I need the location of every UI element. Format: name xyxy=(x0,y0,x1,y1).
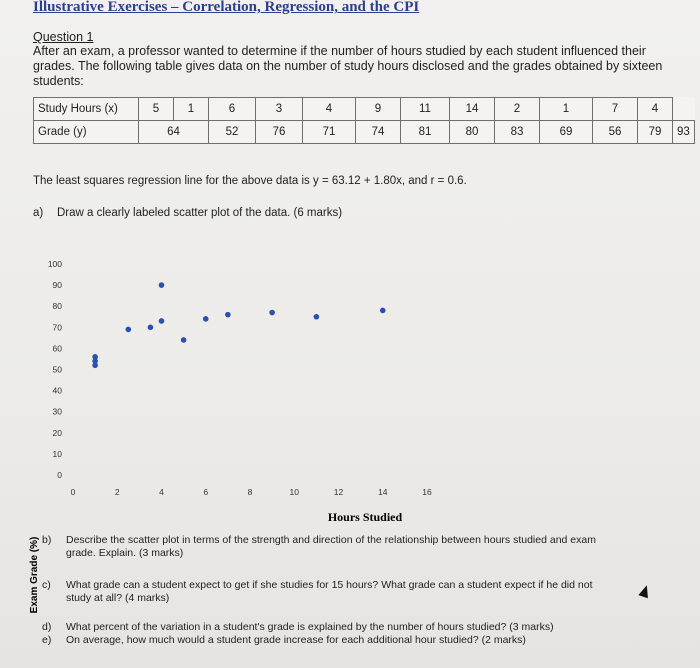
y-tick-label: 70 xyxy=(52,322,62,333)
grades-row xyxy=(34,121,695,144)
scatter-point xyxy=(181,337,187,343)
hours-cell: 4 xyxy=(638,98,673,121)
y-tick-label: 50 xyxy=(52,364,62,375)
y-tick-label: 90 xyxy=(52,280,62,291)
grade-cell: 76 xyxy=(256,121,303,144)
hours-cell: 6 xyxy=(209,98,256,121)
y-axis-ticks xyxy=(48,259,62,480)
hours-row xyxy=(34,98,695,121)
x-tick-label: 6 xyxy=(203,487,209,497)
mouse-cursor-icon xyxy=(638,584,651,599)
x-axis-ticks xyxy=(71,487,432,497)
scatter-point xyxy=(203,316,209,322)
scatter-point xyxy=(314,314,320,320)
question-part-text: Describe the scatter plot in terms of the strength and direction of the relationship between hours studied and exam grade. Explain. (3 marks) xyxy=(66,534,596,559)
y-tick-label: 10 xyxy=(52,448,62,459)
grade-cell: 93 xyxy=(673,121,695,144)
part-a-text: Draw a clearly labeled scatter plot of the data. (6 marks) xyxy=(57,207,343,219)
grade-cell: 74 xyxy=(356,121,401,144)
x-axis-label: Hours Studied xyxy=(327,510,403,524)
x-tick-label: 14 xyxy=(378,487,388,497)
hours-cell: 4 xyxy=(303,98,356,121)
y-tick-label: 80 xyxy=(52,301,62,312)
hours-row-label: Study Hours (x) xyxy=(34,98,139,121)
hours-cell: 7 xyxy=(593,98,638,121)
scatter-point xyxy=(225,312,231,318)
data-table xyxy=(33,97,695,144)
hours-cell: 11 xyxy=(401,98,450,121)
question-title: Question 1 xyxy=(33,30,94,44)
x-tick-label: 4 xyxy=(159,487,164,497)
hours-cell: 2 xyxy=(495,98,540,121)
grade-cell: 52 xyxy=(209,121,256,144)
grade-cell: 56 xyxy=(593,121,638,144)
worksheet-header: Illustrative Exercises – Correlation, Regression, and the CPI xyxy=(33,0,420,15)
grade-cell: 83 xyxy=(495,121,540,144)
x-tick-label: 0 xyxy=(70,487,76,497)
grades-row-label: Grade (y) xyxy=(34,121,139,144)
hours-cell: 1 xyxy=(174,98,209,121)
y-tick-label: 30 xyxy=(52,406,62,417)
scatter-point xyxy=(159,282,165,288)
data-points xyxy=(92,282,385,368)
y-tick-label: 40 xyxy=(52,385,62,396)
y-tick-label: 20 xyxy=(52,427,62,438)
question-intro: After an exam, a professor wanted to determine if the number of hours studied by each student influenced their grades. The following table gives data on the number of study hours disclosed and the grades obtained by sixteen students: xyxy=(33,44,663,88)
hours-cell: 1 xyxy=(540,98,593,121)
grade-cell: 64 xyxy=(139,121,209,144)
question-part-label: b) xyxy=(42,534,52,546)
scatter-point xyxy=(269,310,275,316)
hours-cell: 3 xyxy=(256,98,303,121)
question-part-text: What percent of the variation in a student's grade is explained by the number of hours studied? (3 marks) xyxy=(66,621,554,633)
scatter-point xyxy=(92,362,98,368)
scatter-point xyxy=(159,318,165,324)
hours-cell: 9 xyxy=(356,98,401,121)
x-tick-label: 10 xyxy=(289,487,299,497)
regression-statement: The least squares regression line for the above data is y = 63.12 + 1.80x, and r = 0.6. xyxy=(33,175,467,187)
grade-cell: 81 xyxy=(401,121,450,144)
scatter-point xyxy=(148,325,154,331)
question-part-label: c) xyxy=(42,579,51,591)
y-tick-label: 0 xyxy=(57,470,62,480)
question-part-label: d) xyxy=(42,621,52,633)
y-tick-label: 60 xyxy=(52,343,62,354)
x-tick-label: 8 xyxy=(247,487,253,497)
hours-cell: 5 xyxy=(139,98,174,121)
x-tick-label: 16 xyxy=(422,487,432,497)
x-tick-label: 12 xyxy=(333,487,344,497)
question-part-label: e) xyxy=(42,634,52,646)
grade-cell: 79 xyxy=(638,121,673,144)
scatter-point xyxy=(380,308,386,314)
part-a-label: a) xyxy=(33,207,44,219)
y-axis-label: Exam Grade (%) xyxy=(29,536,40,614)
part-a xyxy=(33,207,342,219)
grade-cell: 71 xyxy=(303,121,356,144)
grade-cell: 80 xyxy=(450,121,495,144)
question-part-text: On average, how much would a student grade increase for each additional hour studied? (2 marks) xyxy=(66,634,526,646)
hours-cell: 14 xyxy=(450,98,495,121)
scatter-point xyxy=(126,327,132,333)
x-tick-label: 2 xyxy=(114,487,120,497)
grade-cell: 69 xyxy=(540,121,593,144)
y-tick-label: 100 xyxy=(47,259,62,269)
question-part-text: What grade can a student expect to get if she studies for 15 hours? What grade can a student expect if he did not study at all? (4 marks) xyxy=(66,579,593,604)
